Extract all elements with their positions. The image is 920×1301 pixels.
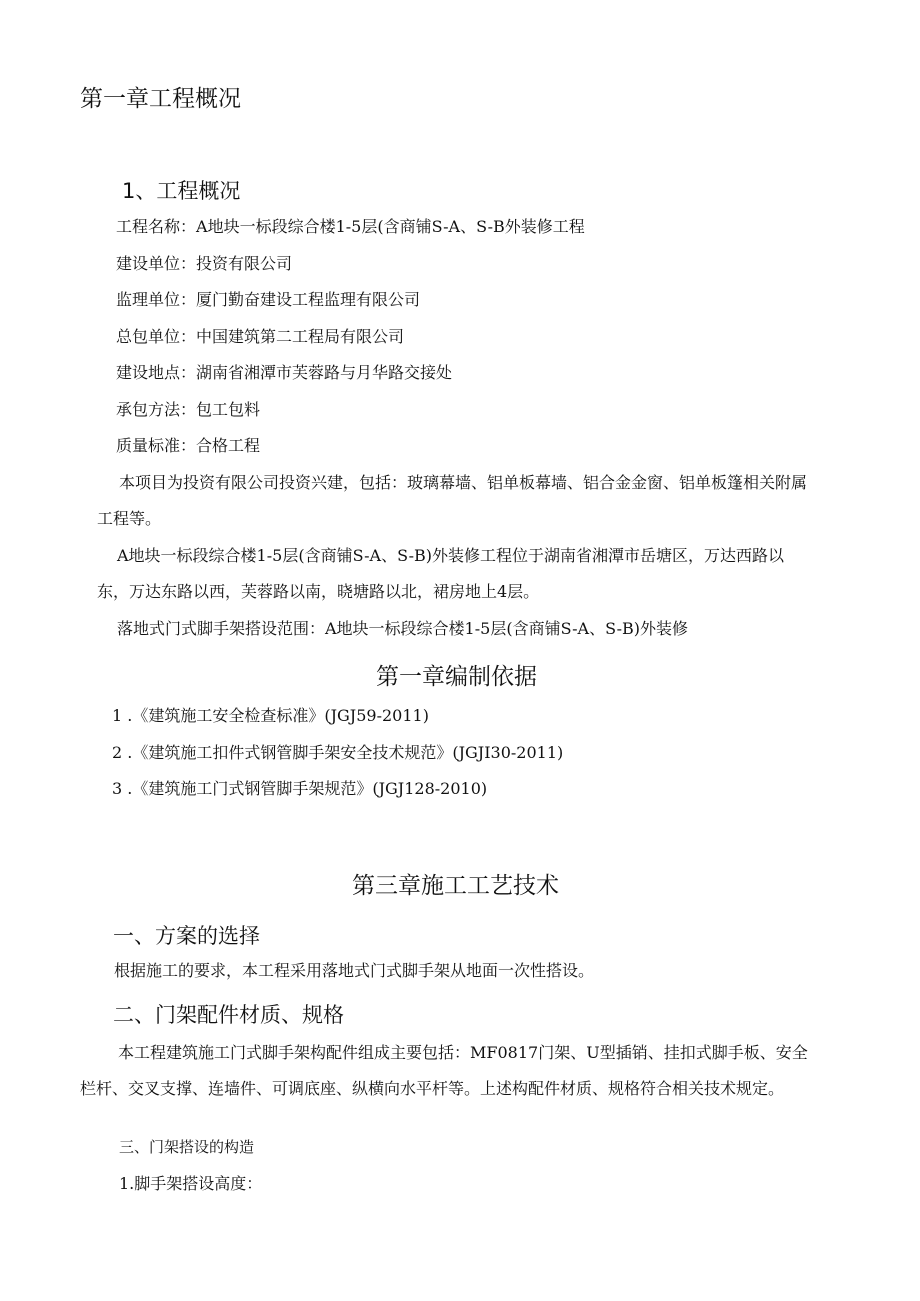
section-materials-line1: 本工程建筑施工门式脚手架构配件组成主要包括：MF0817门架、U型插销、挂扣式脚手板、安全 — [118, 1043, 808, 1062]
field-label: 工程名称： — [116, 217, 197, 236]
chapter3-title: 第三章施工工艺技术 — [352, 873, 559, 899]
field-label: 承包方法： — [116, 400, 197, 419]
field-label: 质量标准： — [116, 436, 197, 455]
field-contract-method — [116, 402, 260, 418]
field-label: 建设单位： — [116, 254, 197, 273]
field-value: 投资有限公司 — [196, 254, 293, 273]
paragraph-project-location-line1: A地块一标段综合楼1-5层(含商铺S-A、S-B)外装修工程位于湖南省湘潭市岳塘区，万达西路以 — [117, 546, 785, 565]
field-label: 总包单位： — [116, 327, 197, 346]
section-scheme-selection-title: 一、方案的选择 — [113, 924, 260, 948]
reference-item: 3 .《建筑施工门式钢管脚手架规范》(JGJ128-2010) — [112, 779, 488, 798]
reference-item: 1 .《建筑施工安全检查标准》(JGJ59-2011) — [112, 706, 429, 725]
field-value: 中国建筑第二工程局有限公司 — [196, 327, 405, 346]
section-construction-item1: 1.脚手架搭设高度： — [119, 1174, 263, 1193]
section-construction-title: 三、门架搭设的构造 — [119, 1138, 255, 1156]
section-materials-line2: 栏杆、交叉支撑、连墙件、可调底座、纵横向水平杆等。上述构配件材质、规格符合相关技术规定。 — [80, 1079, 785, 1098]
field-quality-standard — [116, 438, 260, 454]
field-value: A地块一标段综合楼1-5层(含商铺S-A、S-B外装修工程 — [196, 217, 585, 236]
field-general-contractor — [116, 329, 404, 345]
chapter1-title: 第一章工程概况 — [80, 86, 241, 112]
field-supervisor — [116, 292, 420, 308]
paragraph-scaffold-scope: 落地式门式脚手架搭设范围：A地块一标段综合楼1-5层(含商铺S-A、S-B)外装修 — [117, 619, 689, 638]
paragraph-project-scope-line2: 工程等。 — [97, 509, 162, 528]
field-value: 厦门勤奋建设工程监理有限公司 — [196, 290, 421, 309]
paragraph-project-location-line2: 东，万达东路以西，芙蓉路以南，晓塘路以北，裙房地上4层。 — [97, 582, 540, 601]
field-value: 合格工程 — [196, 436, 261, 455]
field-value: 包工包料 — [196, 400, 261, 419]
reference-item: 2 .《建筑施工扣件式钢管脚手架安全技术规范》(JGJI30-2011) — [112, 743, 564, 762]
section-materials-title: 二、门架配件材质、规格 — [113, 1003, 344, 1027]
field-label: 监理单位： — [116, 290, 197, 309]
section-scheme-selection-text: 根据施工的要求，本工程采用落地式门式脚手架从地面一次性搭设。 — [114, 961, 595, 980]
chapter2-title: 第一章编制依据 — [376, 664, 537, 690]
paragraph-project-scope-line1: 本项目为投资有限公司投资兴建，包括：玻璃幕墙、铝单板幕墙、铝合金金窗、铝单板篷相关附属 — [119, 473, 808, 492]
chapter1-section-title: 1、工程概况 — [122, 179, 241, 203]
field-project-name — [116, 219, 585, 235]
field-value: 湖南省湘潭市芙蓉路与月华路交接处 — [196, 363, 453, 382]
field-builder — [116, 256, 292, 272]
field-location — [116, 365, 452, 381]
field-label: 建设地点： — [116, 363, 197, 382]
